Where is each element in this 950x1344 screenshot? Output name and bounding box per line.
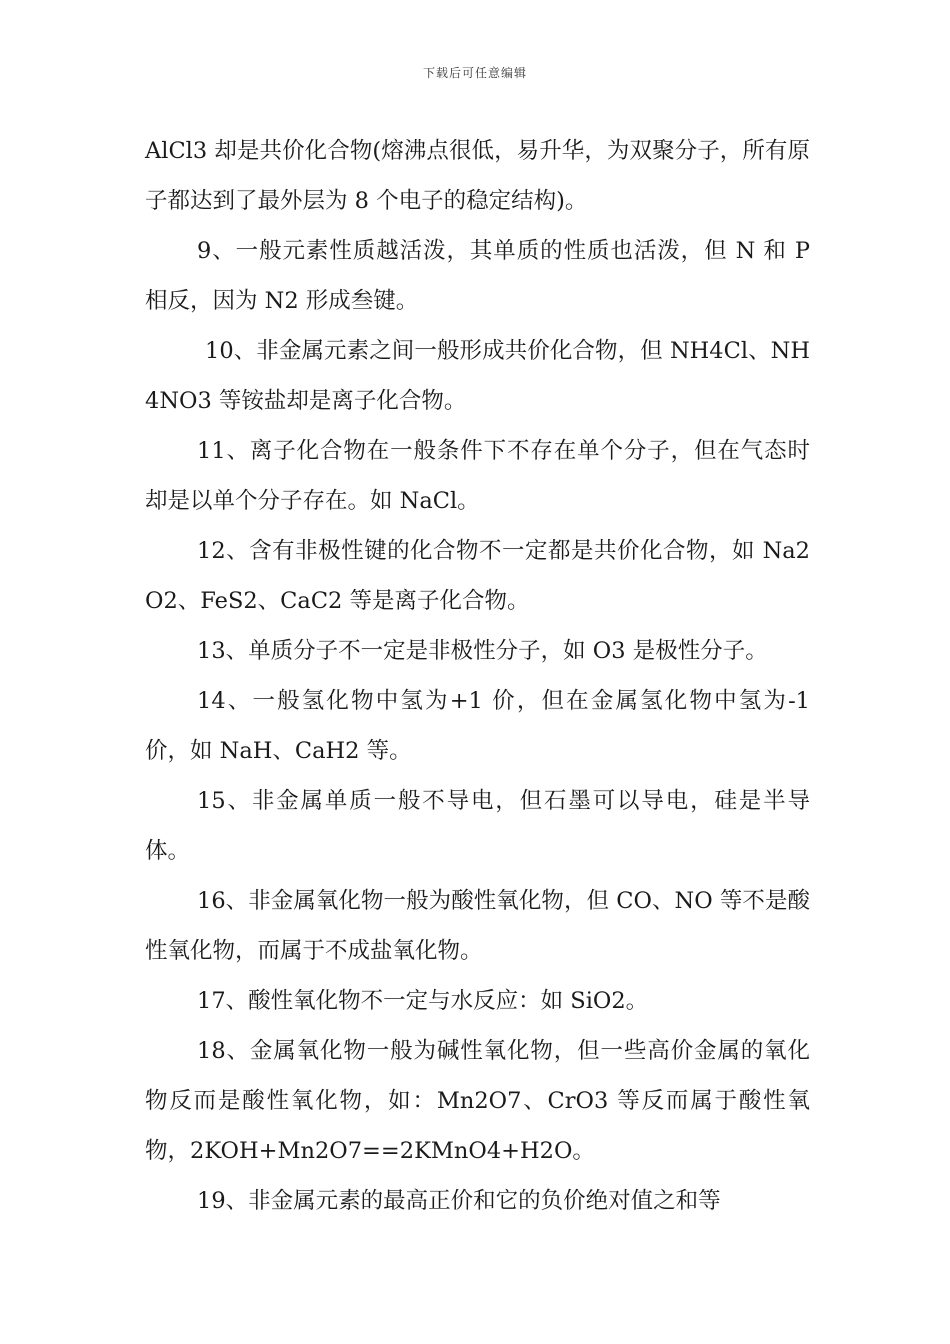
paragraph-item-9: 9、一般元素性质越活泼，其单质的性质也活泼，但 N 和 P 相反，因为 N2 形成叁键。: [145, 238, 810, 314]
page-header-note: 下载后可任意编辑: [422, 66, 527, 80]
paragraph-item-13: 13、单质分子不一定是非极性分子，如 O3 是极性分子。: [197, 638, 768, 664]
paragraph-item-16: 16、非金属氧化物一般为酸性氧化物，但 CO、NO 等不是酸性氧化物，而属于不成盐氧化物。: [145, 888, 810, 964]
document-body: [145, 126, 810, 1226]
paragraph-item-19: 19、非金属元素的最高正价和它的负价绝对值之和等: [197, 1188, 721, 1214]
paragraph-item-12: 12、含有非极性键的化合物不一定都是共价化合物，如 Na2O2、FeS2、CaC2 等是离子化合物。: [145, 538, 810, 614]
paragraph-item-15: 15、非金属单质一般不导电，但石墨可以导电，硅是半导体。: [145, 788, 810, 864]
paragraph-item-10: 10、非金属元素之间一般形成共价化合物，但 NH4Cl、NH4NO3 等铵盐却是离子化合物。: [145, 338, 810, 414]
paragraph-item-14: 14、一般氢化物中氢为+1 价，但在金属氢化物中氢为-1 价，如 NaH、CaH2 等。: [145, 688, 810, 764]
paragraph-item-17: 17、酸性氧化物不一定与水反应：如 SiO2。: [197, 988, 649, 1014]
paragraph-continuation: AlCl3 却是共价化合物(熔沸点很低，易升华，为双聚分子，所有原子都达到了最外层为 8 个电子的稳定结构)。: [145, 138, 810, 214]
paragraph-item-18: 18、金属氧化物一般为碱性氧化物，但一些高价金属的氧化物反而是酸性氧化物，如：Mn2O7、CrO3 等反而属于酸性氧物，2KOH+Mn2O7==2KMnO4+H2O。: [145, 1038, 810, 1164]
paragraph-item-11: 11、离子化合物在一般条件下不存在单个分子，但在气态时却是以单个分子存在。如 NaCl。: [145, 438, 810, 514]
